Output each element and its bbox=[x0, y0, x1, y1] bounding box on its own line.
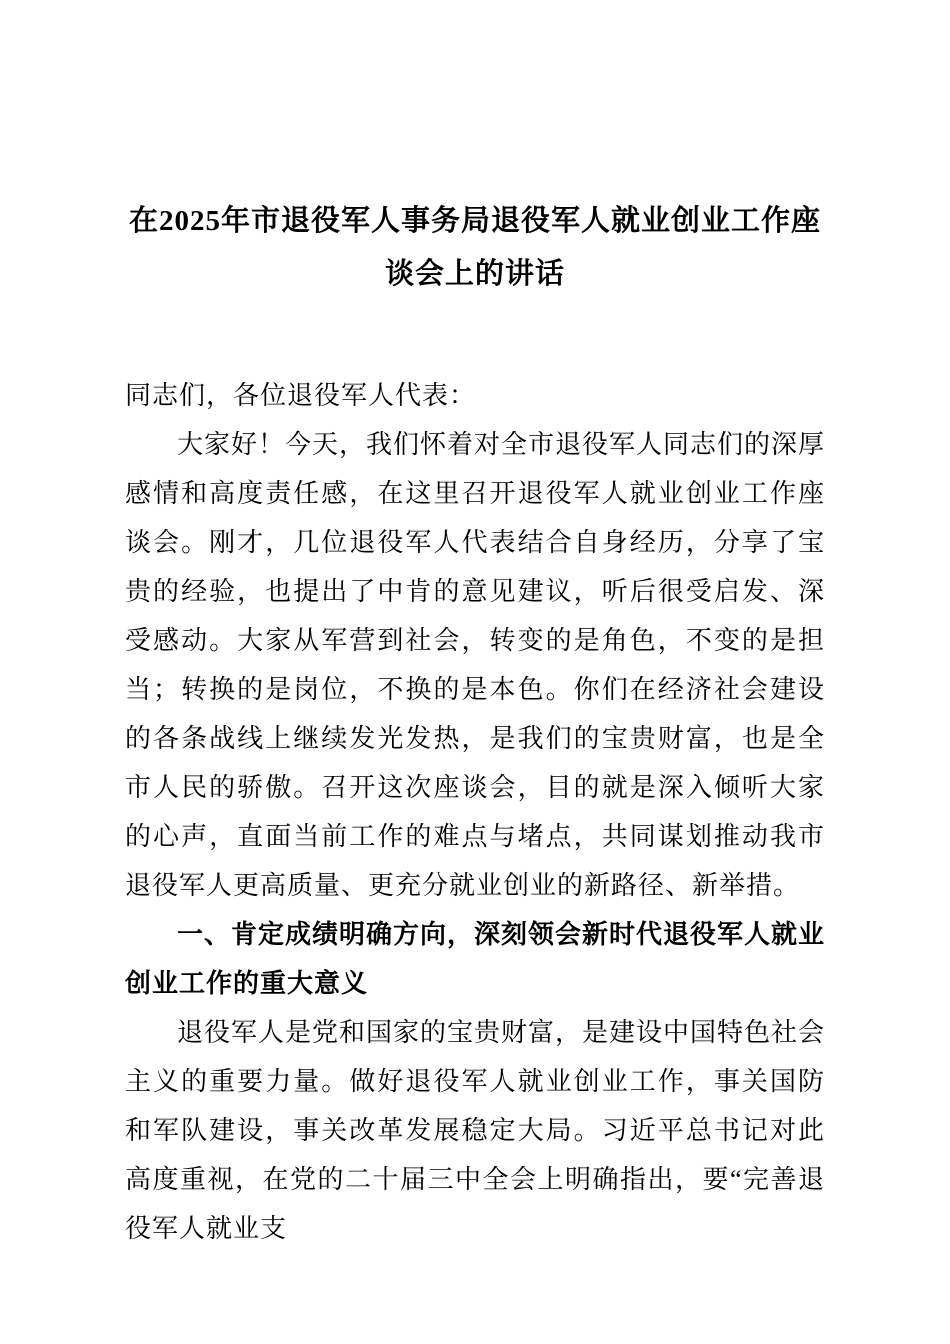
paragraph: 大家好！今天，我们怀着对全市退役军人同志们的深厚感情和高度责任感，在这里召开退役军人就业创业工作座谈会。刚才，几位退役军人代表结合自身经历，分享了宝贵的经验，也提出了中肯的意见建议，听后很受启发、深受感动。大家从军营到社会，转变的是角色，不变的是担当；转换的是岗位，不换的是本色。你们在经济社会建设的各条战线上继续发光发热，是我们的宝贵财富，也是全市人民的骄傲。召开这次座谈会，目的就是深入倾听大家的心声，直面当前工作的难点与堵点，共同谋划推动我市退役军人更高质量、更充分就业创业的新路径、新举措。 bbox=[125, 430, 826, 900]
document-body bbox=[125, 371, 825, 1253]
paragraph: 同志们，各位退役军人代表： bbox=[125, 381, 477, 410]
section-heading: 一、肯定成绩明确方向，深刻领会新时代退役军人就业创业工作的重大意义 bbox=[125, 920, 826, 998]
paragraph: 退役军人是党和国家的宝贵财富，是建设中国特色社会主义的重要力量。做好退役军人就业创业工作，事关国防和军队建设，事关改革发展稳定大局。习近平总书记对此高度重视，在党的二十届三中全会上明确指出，要“完善退役军人就业支 bbox=[125, 1018, 826, 1243]
document-title: 在2025年市退役军人事务局退役军人就业创业工作座谈会上的讲话 bbox=[128, 205, 821, 290]
